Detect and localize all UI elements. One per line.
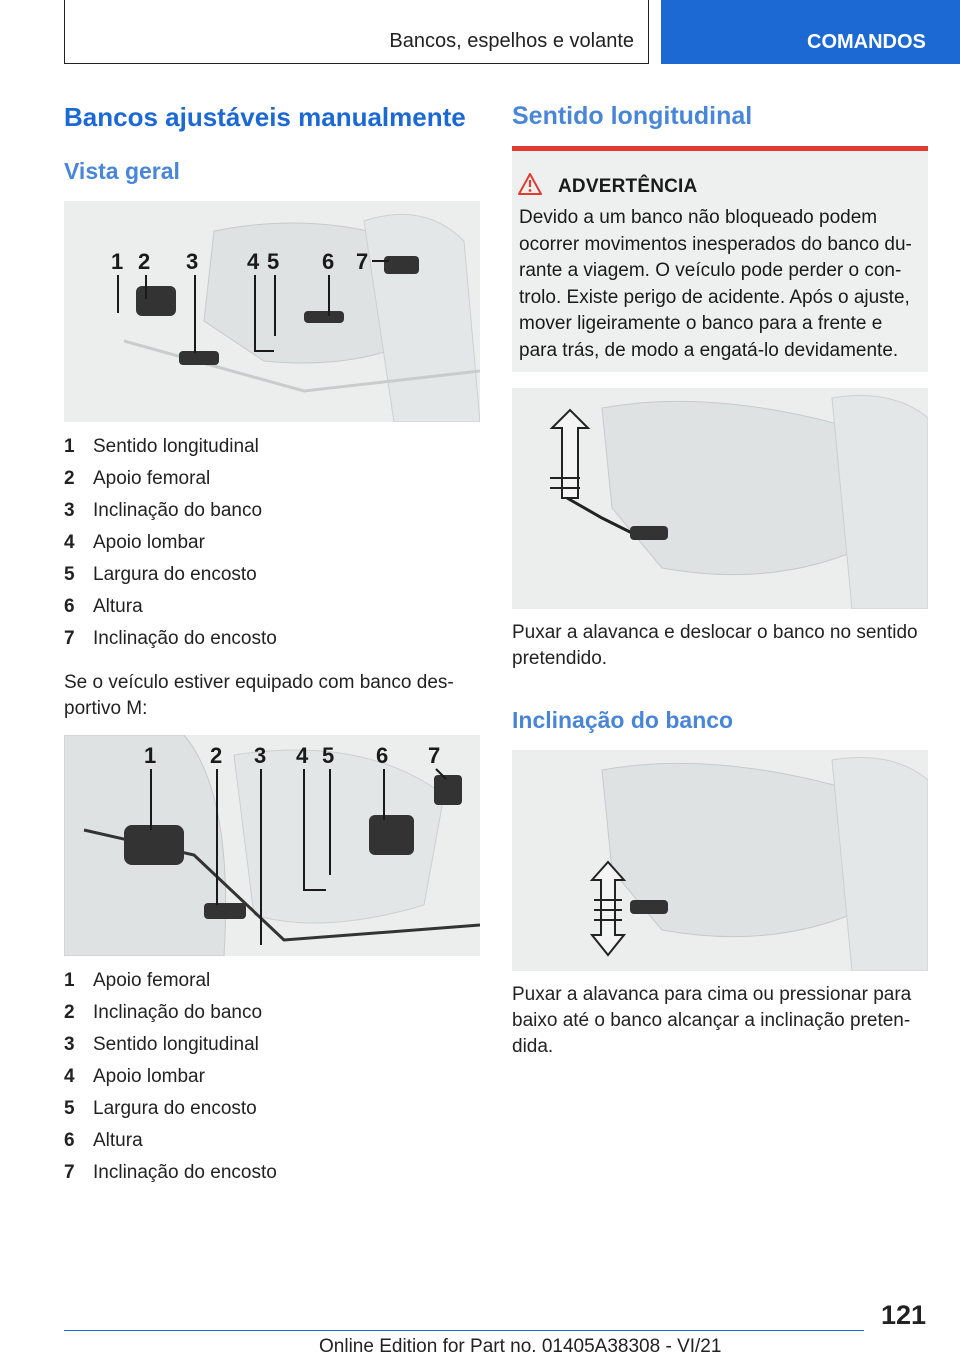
fig1-callout-5: 5 — [267, 249, 280, 274]
fig1-callout-7: 7 — [356, 249, 369, 274]
overview-heading: Vista geral — [64, 158, 180, 184]
list-item: 5 Largura do encosto — [64, 1098, 257, 1119]
list-item: 1 Apoio femoral — [64, 970, 211, 991]
fig2-callout-4: 4 — [296, 743, 309, 768]
sport-seat-figure — [64, 735, 480, 956]
longitudinal-instructions: Puxar a alavanca e deslocar o banco no sentido pretendido. — [512, 622, 918, 669]
fig2-callout-2: 2 — [210, 743, 223, 768]
footer-edition: Online Edition for Part no. 01405A38308 - VI/21 — [319, 1336, 722, 1357]
tilt-heading: Inclinação do banco — [512, 707, 734, 733]
warning-header — [518, 173, 697, 200]
header-chapter-tab[interactable] — [661, 0, 960, 64]
list-item: 7 Inclinação do encosto — [64, 1162, 277, 1183]
list-item: 1 Sentido longitudinal — [64, 436, 259, 457]
warning-text: Devido a um banco não bloqueado podem ocorrer movimentos inesperados do banco du- rante a viagem. O veículo pode perder o con- trolo. Existe perigo de acidente. Após o ajuste, mover ligeiramente o banco para a frente e para trás, de modo a engatá-lo devidamente. — [519, 207, 912, 361]
list-item: 5 Largura do encosto — [64, 564, 257, 585]
sport-seat-note: Se o veículo estiver equipado com banco des- portivo M: — [64, 672, 454, 719]
longitudinal-heading: Sentido longitudinal — [512, 102, 753, 130]
sport-seat-legend-list — [64, 965, 277, 1189]
fig1-callout-3: 3 — [186, 249, 199, 274]
header-chapter-label: COMANDOS — [807, 31, 926, 53]
page-title: Bancos ajustáveis manualmente — [64, 102, 466, 132]
overview-legend-list — [64, 431, 277, 655]
fig2-callout-5: 5 — [322, 743, 335, 768]
list-item: 7 Inclinação do encosto — [64, 628, 277, 649]
fig2-callout-3: 3 — [254, 743, 267, 768]
warning-title: ADVERTÊNCIA — [558, 175, 698, 197]
fig1-callout-4: 4 — [247, 249, 260, 274]
fig1-callout-6: 6 — [322, 249, 335, 274]
page-number: 121 — [880, 1300, 926, 1330]
fig1-callout-2: 2 — [138, 249, 151, 274]
tilt-figure — [512, 750, 928, 971]
fig2-callout-1: 1 — [144, 743, 157, 768]
tilt-instructions: Puxar a alavanca para cima ou pressionar para baixo até o banco alcançar a inclinação preten- dida. — [512, 984, 912, 1057]
list-item: 2 Apoio femoral — [64, 468, 211, 489]
list-item: 2 Inclinação do banco — [64, 1002, 263, 1023]
warning-triangle-icon — [518, 173, 542, 200]
list-item: 6 Altura — [64, 1130, 143, 1151]
header-section-box — [64, 0, 649, 64]
seat-overview-figure — [64, 201, 480, 422]
list-item: 3 Sentido longitudinal — [64, 1034, 259, 1055]
fig2-callout-7: 7 — [428, 743, 441, 768]
list-item: 3 Inclinação do banco — [64, 500, 263, 521]
footer-divider — [64, 1330, 864, 1331]
list-item: 4 Apoio lombar — [64, 532, 205, 553]
header-section-title: Bancos, espelhos e volante — [389, 30, 634, 52]
fig2-callout-6: 6 — [376, 743, 389, 768]
warning-box — [512, 146, 928, 372]
fig1-callout-1: 1 — [111, 249, 124, 274]
longitudinal-figure — [512, 388, 928, 609]
list-item: 6 Altura — [64, 596, 143, 617]
list-item: 4 Apoio lombar — [64, 1066, 205, 1087]
